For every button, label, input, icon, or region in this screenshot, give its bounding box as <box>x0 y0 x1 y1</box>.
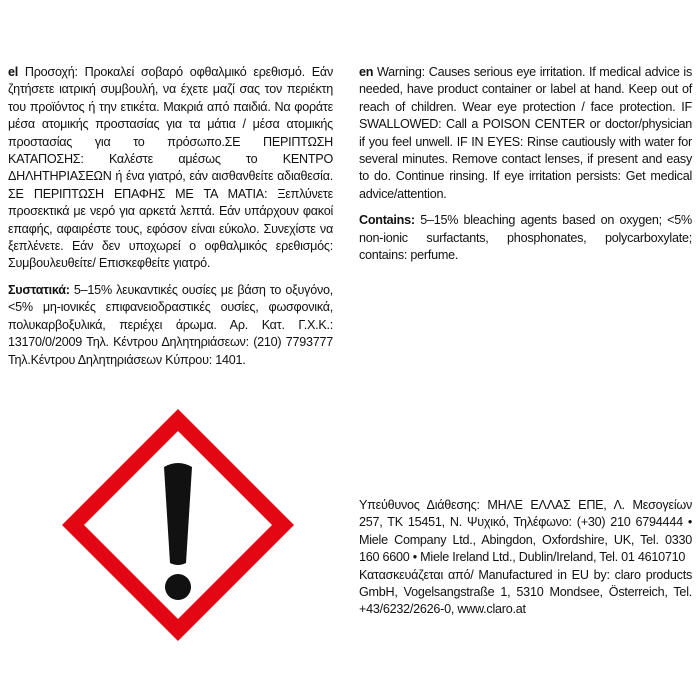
exclamation-dot <box>165 574 191 600</box>
greek-ingredients-paragraph <box>8 282 333 369</box>
english-contains-text: 5–15% bleaching agents based on oxygen; <5% non-ionic surfactants, phosphonates, polycarboxylate; contains: perfume. <box>359 213 692 263</box>
greek-language-code: el <box>8 65 19 79</box>
english-warning-text: Causes serious eye irritation. If medical advice is needed, have product container or label at hand. Keep out of reach of children. Wear eye protection / face protection. IF SWALLOWED: Call a POISON CENTER or doctor/physician if you feel unwell. IF IN EYES: Rinse cautiously with water for several minutes. Remove contact lenses, if present and easy to do. Continue rinsing. If eye irritation persists: Get medical advice/attention. <box>359 65 693 201</box>
english-warning-heading: Warning: <box>377 65 425 79</box>
greek-warning-text: Προκαλεί σοβαρό οφθαλμικό ερεθισμό. Εάν ζητήσετε ιατρική συμβουλή, να έχετε μαζί σας τον περιέκτη του προϊόντος ή την ετικέτα. Μακριά από παιδιά. Να φοράτε μέσα ατομικής προστασίας για τα μάτια / μέσα ατομικής προστασίας για το πρόσωπο.ΣΕ ΠΕΡΙΠΤΩΣΗ ΚΑΤΑΠΟΣΗΣ: Καλέστε αμέσως το ΚΕΝΤΡΟ ΔΗΛΗΤΗΡΙΑΣΕΩΝ ή ένα γιατρό, εάν αισθανθείτε αδιαθεσία. ΣΕ ΠΕΡΙΠΤΩΣΗ ΕΠΑΦΗΣ ΜΕ ΤΑ ΜΑΤΙΑ: Ξεπλύνετε προσεκτικά με νερό για αρκετά λεπτά. Εάν υπάρχουν φακοί επαφής, αφαιρέστε τους, εφόσον είναι εύκολο. Συνεχίστε να ξεπλένετε. Εάν δεν υποχωρεί ο οφθαλμικός ερεθισμός: Συμβουλευθείτε/ Επισκεφθείτε γιατρό. <box>8 65 334 271</box>
distributor-info: Υπεύθυνος Διάθεσης: ΜΗΛΕ ΕΛΛΑΣ ΕΠΕ, Λ. Μεσογείων 257, ΤΚ 15451, Ν. Ψυχικό, Τηλέφωνο: (+30) 210 6794444 • Miele Company Ltd., Abingdon, Oxfordshire, UK, Tel. 0330 160 6600 • Miele Ireland Ltd., Dublin/Ireland, Tel. 01 4610710 <box>359 498 692 565</box>
english-contains-paragraph <box>359 212 692 264</box>
english-contains-heading: Contains: <box>359 213 415 228</box>
greek-warning-heading: Προσοχή: <box>24 65 78 79</box>
english-text-column <box>359 64 692 273</box>
english-warning-paragraph <box>359 64 692 203</box>
manufacturer-info <box>359 497 692 619</box>
greek-text-column <box>8 64 333 378</box>
hazard-pictogram <box>58 405 298 645</box>
greek-ingredients-text: 5–15% λευκαντικές ουσίες με βάση το οξυγόνο, <5% μη-ιονικές επιφανειοδραστικές ουσίες, φωσφονικά, πολυκαρβοξυλικά, περιέχει άρωμα. Αρ. Κατ. Γ.Χ.Κ.: 13170/0/2009 Τηλ. Κέντρου Δηλητηριάσεων: (210) 7793777 Τηλ.Κέντρου Δηλητηριάσεων Κύπρου: 1401. <box>8 282 334 367</box>
exclamation-mark-icon <box>58 405 298 645</box>
greek-warning-paragraph <box>8 64 333 273</box>
manufacturer-address: Κατασκευάζεται από/ Manufactured in EU by: claro products GmbH, Vogelsangstraße 1, 5310 Mondsee, Österreich, Tel. +43/6232/2626-0, www.claro.at <box>359 567 692 617</box>
greek-ingredients-heading: Συστατικά: <box>8 282 70 297</box>
english-language-code: en <box>359 65 374 79</box>
